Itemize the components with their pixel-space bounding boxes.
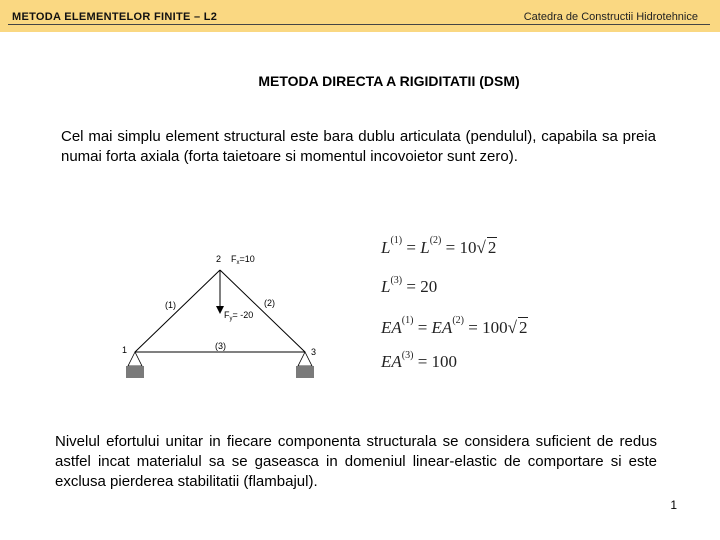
- department-name: Catedra de Constructii Hidrotehnice: [523, 11, 698, 23]
- course-title: METODA ELEMENTELOR FINITE – L2: [12, 11, 218, 23]
- element-1-label: (1): [165, 300, 176, 310]
- slide-header: [0, 0, 720, 32]
- node-1-label: 1: [122, 345, 128, 355]
- support-left: [126, 352, 144, 378]
- equation-length-1-2: $L^{(1)} = L^{(2)} = 10√$ 2: [381, 235, 497, 257]
- equation-length-3: $L^{(3)} = 20$: [381, 275, 438, 296]
- page-number: 1: [670, 498, 677, 512]
- truss-svg: [100, 240, 340, 385]
- member-1: [135, 270, 220, 352]
- equation-stiffness-3: $EA^{(3)} = 100$: [381, 350, 458, 371]
- element-2-label: (2): [264, 298, 275, 308]
- truss-diagram: [100, 240, 340, 390]
- element-3-label: (3): [215, 341, 226, 351]
- node-2-label: 2: [216, 254, 222, 264]
- header-divider: [8, 24, 710, 25]
- force-y-label: $F_y= -20$: [224, 310, 254, 322]
- force-x-label: $F_x=10$: [231, 254, 255, 266]
- slide-title: METODA DIRECTA A RIGIDITATII (DSM): [258, 73, 520, 89]
- intro-paragraph: Cel mai simplu element structural este bara dublu articulata (pendulul), capabila sa preia numai forta axiala (forta taietoare si momentul incovoietor sunt zero).: [61, 128, 656, 165]
- node-3-label: 3: [311, 347, 317, 357]
- stress-paragraph: Nivelul efortului unitar in fiecare componenta structurala se considera suficient de redus astfel incat materialul sa se gaseasca in domeniul linear-elastic de comportare si este exclusa pierderea stabilitatii (flambajul).: [55, 433, 657, 490]
- force-arrow-head: [216, 306, 224, 314]
- equation-stiffness-1-2: $EA^{(1)} = EA^{(2)} = 100√$ 2: [381, 315, 528, 337]
